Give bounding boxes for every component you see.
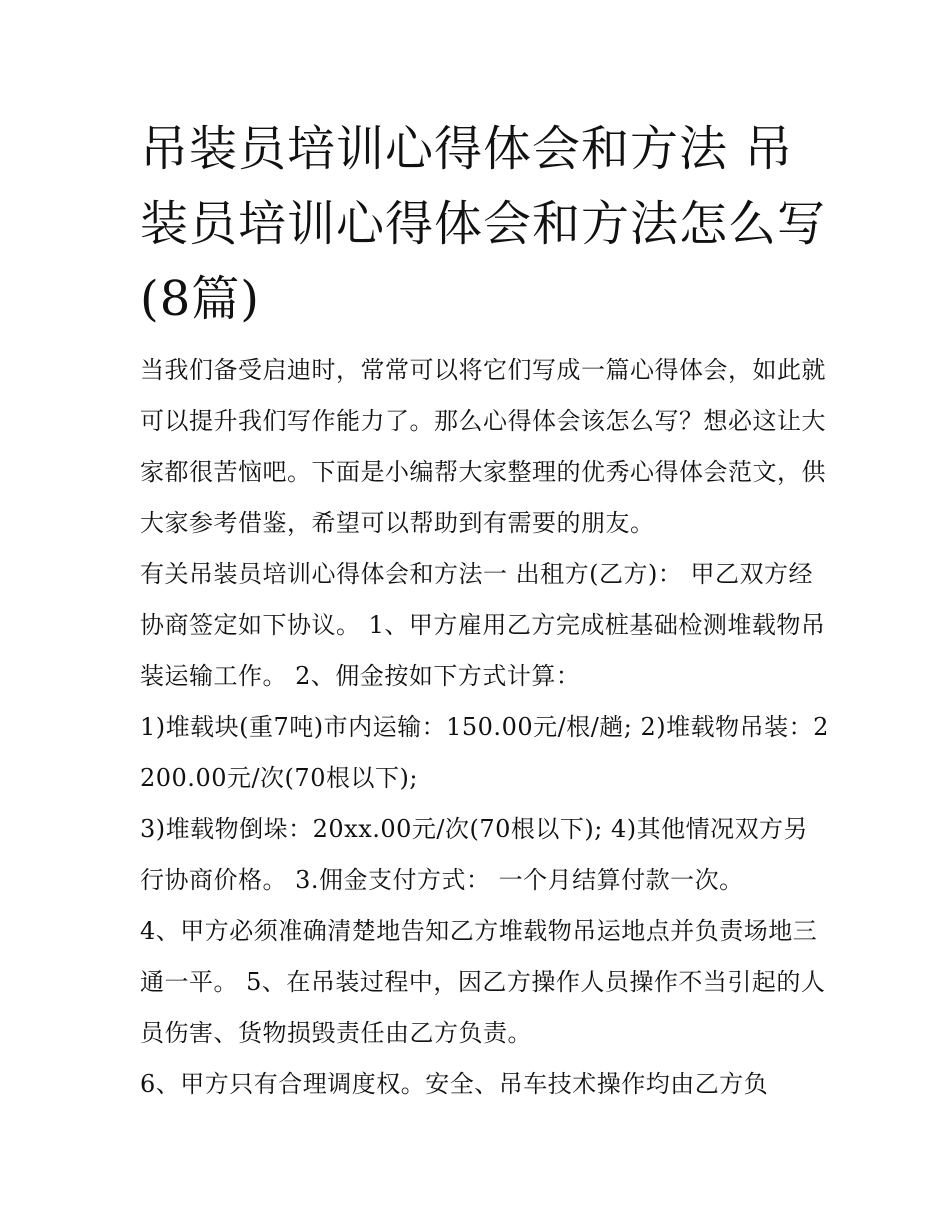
document-page [140, 112, 830, 1110]
paragraph-fees-1: 1)堆载块(重7吨)市内运输：150.00元/根/趟; 2)堆载物吊装：2200.00元/次(70根以下); [140, 713, 829, 792]
paragraph-clause-6: 6、甲方只有合理调度权。安全、吊车技术操作均由乙方负 [140, 1070, 769, 1098]
document-title: 吊装员培训心得体会和方法 吊装员培训心得体会和方法怎么写(8篇) [140, 121, 827, 327]
paragraph-fees-2: 3)堆载物倒垛：20xx.00元/次(70根以下); 4)其他情况双方另行协商价格。 3.佣金支付方式： 一个月结算付款一次。 [140, 815, 809, 894]
paragraph-intro: 当我们备受启迪时，常常可以将它们写成一篇心得体会，如此就可以提升我们写作能力了。那么心得体会该怎么写？想必这让大家都很苦恼吧。下面是小编帮大家整理的优秀心得体会范文，供大家参考借鉴，希望可以帮助到有需要的朋友。 [140, 356, 826, 537]
paragraph-agreement: 有关吊装员培训心得体会和方法一 出租方(乙方)： 甲乙双方经协商签定如下协议。 1、甲方雇用乙方完成桩基础检测堆载物吊装运输工作。 2、佣金按如下方式计算： [140, 560, 826, 690]
paragraph-clause-4-5: 4、甲方必须准确清楚地告知乙方堆载物吊运地点并负责场地三通一平。 5、在吊装过程中，因乙方操作人员操作不当引起的人员伤害、货物损毁责任由乙方负责。 [140, 917, 826, 1047]
